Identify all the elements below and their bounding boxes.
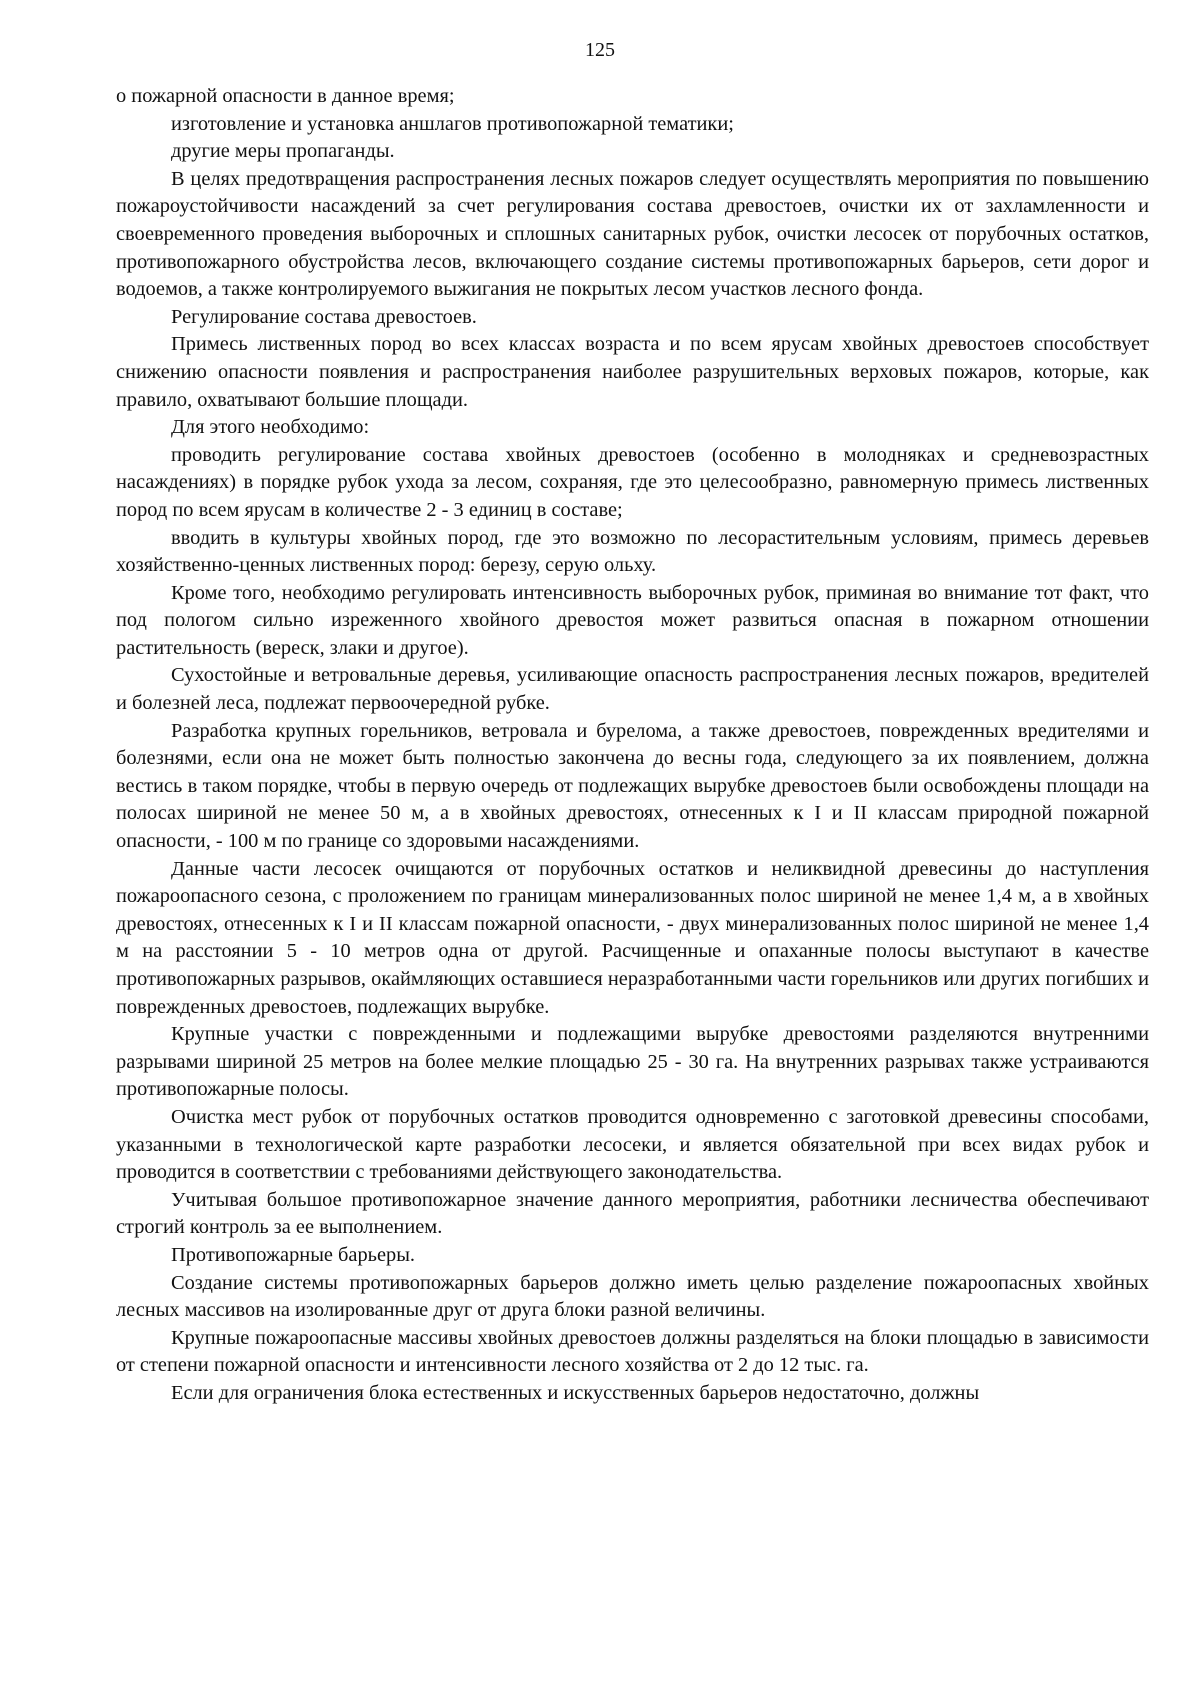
paragraph: Примесь лиственных пород во всех классах возраста и по всем ярусам хвойных древостоев способствует снижению опасности появления и распространения наиболее разрушительных верховых пожаров, которые, как правило, охватывают большие площади. xyxy=(116,333,1149,411)
paragraph: изготовление и установка аншлагов противопожарной тематики; xyxy=(171,112,734,135)
paragraph: другие меры пропаганды. xyxy=(171,140,395,163)
paragraph: Учитывая большое противопожарное значение данного мероприятия, работники лесничества обеспечивают строгий контроль за ее выполнением. xyxy=(116,1188,1149,1239)
list-item: вводить в культуры хвойных пород, где это возможно по лесорастительным условиям, примесь деревьев хозяйственно-ценных лиственных пород: березу, серую ольху. xyxy=(116,526,1149,577)
paragraph: Очистка мест рубок от порубочных остатков проводится одновременно с заготовкой древесины способами, указанными в технологической карте разработки лесосеки, и является обязательной при всех видах рубок и проводится в соответствии с требованиями действующего законодательства. xyxy=(116,1105,1149,1184)
paragraph: Крупные пожароопасные массивы хвойных древостоев должны разделяться на блоки площадью в зависимости от степени пожарной опасности и интенсивности лесного хозяйства от 2 до 12 тыс. га. xyxy=(116,1326,1149,1377)
paragraph: Сухостойные и ветровальные деревья, усиливающие опасность распространения лесных пожаров, вредителей и болезней леса, подлежат первоочередной рубке. xyxy=(116,664,1149,715)
paragraph: о пожарной опасности в данное время; xyxy=(116,85,455,107)
section-heading: Регулирование состава древостоев. xyxy=(171,305,477,328)
section-heading: Противопожарные барьеры. xyxy=(171,1243,416,1266)
paragraph: Данные части лесосек очищаются от порубочных остатков и неликвидной древесины до наступления пожароопасного сезона, с проложением по границам минерализованных полос шириной не менее 1,4 м, а в хвойных древостоях, отнесенных к I и II классам пожарной опасности, - двух минерализованных полос шириной не менее 1,4 м на расстоянии 5 - 10 метров одна от другой. Расчищенные и опаханные полосы выступают в качестве противопожарных разрывов, окаймляющих оставшиеся неразработанными части горельников или других погибших и поврежденных древостоев, подлежащих вырубке. xyxy=(116,857,1149,1018)
paragraph: Если для ограничения блока естественных и искусственных барьеров недостаточно, должны xyxy=(171,1381,980,1404)
page-number: 125 xyxy=(585,39,615,61)
paragraph: Для этого необходимо: xyxy=(171,416,370,439)
paragraph: Разработка крупных горельников, ветровала и бурелома, а также древостоев, поврежденных вредителями и болезнями, если она не может быть полностью закончена до весны года, следующего за их появлением, должна вестись в таком порядке, чтобы в первую очередь от подлежащих вырубке древостоев были освобождены площади на полосах шириной не менее 50 м, а в хвойных древостоях, отнесенных к I и II классам природной пожарной опасности, - 100 м по границе со здоровыми насаждениями. xyxy=(116,719,1149,853)
document-body xyxy=(116,83,1149,1408)
paragraph: Кроме того, необходимо регулировать интенсивность выборочных рубок, приминая во внимание тот факт, что под пологом сильно изреженного хвойного древостоя может развиться опасная в пожарном отношении растительность (вереск, злаки и другое). xyxy=(116,581,1149,659)
paragraph: Крупные участки с поврежденными и подлежащими вырубке древостоями разделяются внутренними разрывами шириной 25 метров на более мелкие площадью 25 - 30 га. На внутренних разрывах также устраиваются противопожарные полосы. xyxy=(116,1023,1149,1101)
paragraph: Создание системы противопожарных барьеров должно иметь целью разделение пожароопасных хвойных лесных массивов на изолированные друг от друга блоки разной величины. xyxy=(116,1271,1149,1322)
list-item: проводить регулирование состава хвойных древостоев (особенно в молодняках и средневозрастных насаждениях) в порядке рубок ухода за лесом, сохраняя, где это целесообразно, равномерную примесь лиственных пород по всем ярусам в количестве 2 - 3 единиц в составе; xyxy=(116,443,1149,521)
paragraph: В целях предотвращения распространения лесных пожаров следует осуществлять мероприятия по повышению пожароустойчивости насаждений за счет регулирования состава древостоев, очистки их от захламленности и своевременного проведения выборочных и сплошных санитарных рубок, очистки лесосек от порубочных остатков, противопожарного обустройства лесов, включающего создание системы противопожарных барьеров, сети дорог и водоемов, а также контролируемого выжигания не покрытых лесом участков лесного фонда. xyxy=(116,167,1149,301)
